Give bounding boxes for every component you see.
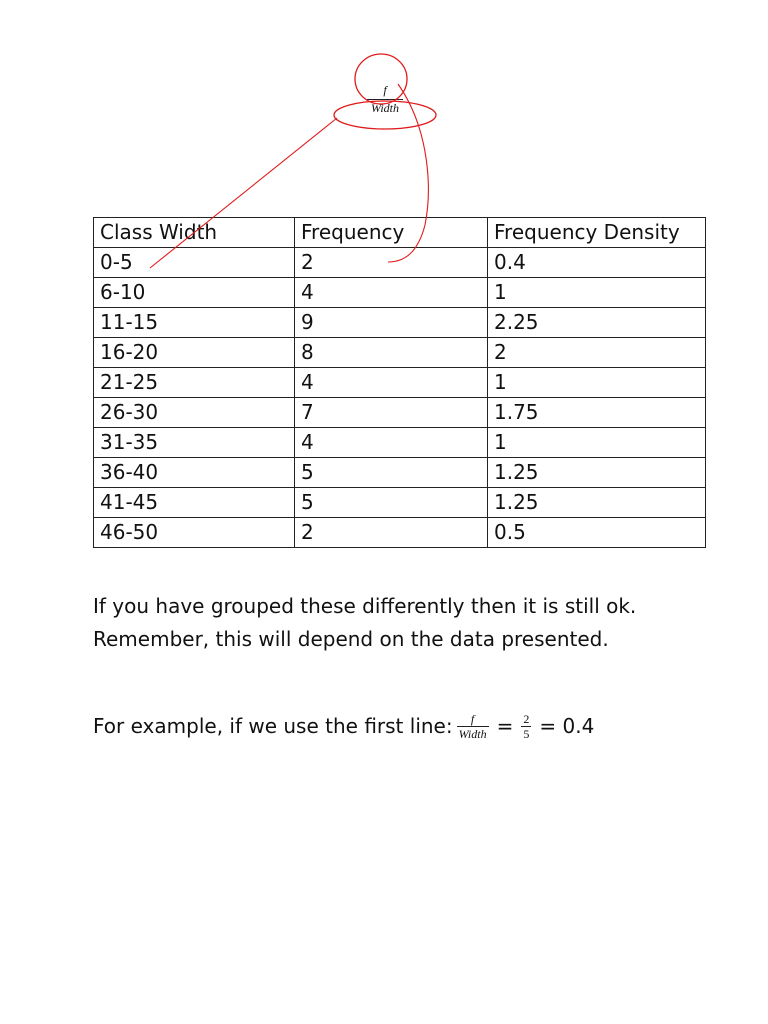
example-frac2-numerator: 2 bbox=[523, 711, 530, 726]
formula-numerator: f bbox=[383, 83, 387, 97]
cell-frequency-density: 1.25 bbox=[488, 488, 706, 518]
cell-class-width: 21-25 bbox=[94, 368, 295, 398]
cell-frequency-density: 0.5 bbox=[488, 518, 706, 548]
cell-frequency: 9 bbox=[295, 308, 488, 338]
formula-denominator: Width bbox=[370, 101, 399, 115]
cell-frequency: 5 bbox=[295, 458, 488, 488]
note-line-2: Remember, this will depend on the data presented. bbox=[93, 627, 609, 651]
cell-frequency: 4 bbox=[295, 278, 488, 308]
table-row bbox=[94, 518, 706, 548]
note-paragraph bbox=[93, 590, 733, 656]
table-row bbox=[94, 278, 706, 308]
cell-class-width: 16-20 bbox=[94, 338, 295, 368]
example-fraction-f-width bbox=[457, 713, 489, 740]
cell-frequency-density: 1.25 bbox=[488, 458, 706, 488]
cell-frequency-density: 1 bbox=[488, 428, 706, 458]
header-class-width: Class Width bbox=[94, 218, 295, 248]
cell-class-width: 46-50 bbox=[94, 518, 295, 548]
cell-frequency-density: 2.25 bbox=[488, 308, 706, 338]
example-frac1-denominator: Width bbox=[458, 726, 487, 741]
cell-class-width: 31-35 bbox=[94, 428, 295, 458]
cell-frequency-density: 0.4 bbox=[488, 248, 706, 278]
cell-class-width: 36-40 bbox=[94, 458, 295, 488]
example-prefix: For example, if we use the first line: bbox=[93, 714, 453, 738]
table-header-row bbox=[94, 218, 706, 248]
table-row bbox=[94, 338, 706, 368]
cell-frequency: 2 bbox=[295, 518, 488, 548]
header-frequency: Frequency bbox=[295, 218, 488, 248]
cell-class-width: 11-15 bbox=[94, 308, 295, 338]
table-row bbox=[94, 368, 706, 398]
header-frequency-density: Frequency Density bbox=[488, 218, 706, 248]
frequency-table bbox=[93, 217, 706, 548]
table-row bbox=[94, 308, 706, 338]
cell-frequency-density: 1.75 bbox=[488, 398, 706, 428]
cell-frequency: 5 bbox=[295, 488, 488, 518]
table-row bbox=[94, 458, 706, 488]
cell-class-width: 6-10 bbox=[94, 278, 295, 308]
fraction-bar bbox=[367, 99, 403, 100]
note-line-1: If you have grouped these differently then it is still ok. bbox=[93, 594, 637, 618]
cell-frequency: 7 bbox=[295, 398, 488, 428]
formula-fraction-top bbox=[355, 84, 415, 114]
cell-frequency: 4 bbox=[295, 428, 488, 458]
cell-frequency-density: 1 bbox=[488, 368, 706, 398]
example-fraction-2-5 bbox=[521, 713, 531, 740]
example-equals-1: = bbox=[496, 714, 514, 738]
cell-frequency: 8 bbox=[295, 338, 488, 368]
example-line bbox=[93, 704, 598, 748]
example-result: = 0.4 bbox=[539, 714, 595, 738]
cell-frequency: 2 bbox=[295, 248, 488, 278]
cell-class-width: 0-5 bbox=[94, 248, 295, 278]
table-row bbox=[94, 398, 706, 428]
example-frac2-denominator: 5 bbox=[523, 726, 530, 741]
cell-class-width: 41-45 bbox=[94, 488, 295, 518]
table-row bbox=[94, 428, 706, 458]
cell-frequency: 4 bbox=[295, 368, 488, 398]
cell-class-width: 26-30 bbox=[94, 398, 295, 428]
example-frac1-numerator: f bbox=[470, 711, 475, 726]
table-row bbox=[94, 248, 706, 278]
cell-frequency-density: 1 bbox=[488, 278, 706, 308]
cell-frequency-density: 2 bbox=[488, 338, 706, 368]
table-row bbox=[94, 488, 706, 518]
